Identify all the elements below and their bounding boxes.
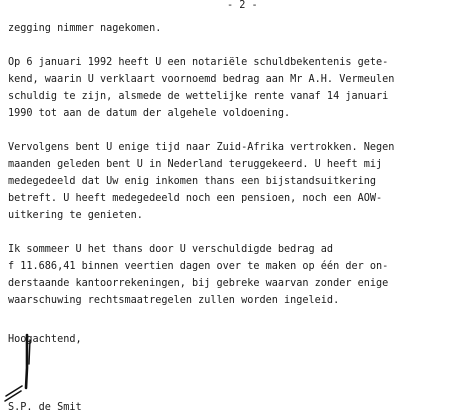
text-line: zegging nimmer nagekomen. [8,23,162,34]
text-line: waarschuwing rechtsmaatregelen zullen worden ingeleid. [8,295,340,306]
text-line: schuldig te zijn, alsmede de wettelijke rente vanaf 14 januari [8,91,389,102]
text-line: 1990 tot aan de datum der algehele voldoening. [8,108,291,119]
text-line: maanden geleden bent U in Nederland teruggekeerd. U heeft mij [8,159,383,170]
page-number: - 2 - [227,0,258,11]
text-line: medegedeeld dat Uw enig inkomen thans een bijstandsuitkering [8,176,377,187]
text-line: Op 6 januari 1992 heeft U een notariële schuldbekentenis gete- [8,57,389,68]
text-line: f 11.686,41 binnen veertien dagen over te maken op één der on- [8,261,389,272]
text-line: Ik sommeer U het thans door U verschuldigde bedrag ad [8,244,334,255]
text-line: derstaande kantoorrekeningen, bij gebreke waarvan zonder enige [8,278,389,289]
text-line: uitkering te genieten. [8,210,143,221]
text-line: Vervolgens bent U enige tijd naar Zuid-Afrika vertrokken. Negen [8,142,395,153]
closing: Hoogachtend, [8,334,82,345]
signatory-name: S.P. de Smit [8,402,82,413]
text-line: kend, waarin U verklaart voornoemd bedrag aan Mr A.H. Vermeulen [8,74,395,85]
text-line: betreft. U heeft medegedeeld noch een pensioen, noch een AOW- [8,193,383,204]
